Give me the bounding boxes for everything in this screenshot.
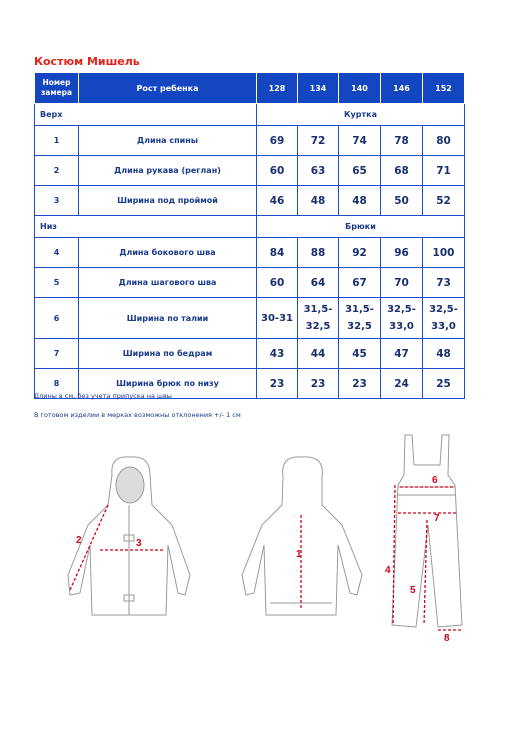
- table-row: [35, 339, 465, 369]
- measure-value: 60: [257, 268, 298, 298]
- measure-value: 92: [339, 238, 381, 268]
- measure-value: 84: [257, 238, 298, 268]
- note-tolerance: В готовом изделии в мерках возможны отклонения +/- 1 см: [34, 411, 241, 419]
- header-size: 128: [257, 73, 298, 104]
- jacket-front-drawing: [68, 457, 190, 615]
- note-units: Длины в см, без учета припуска на швы: [34, 392, 172, 400]
- measure-value: 96: [381, 238, 423, 268]
- measure-value: 32,5- 33,0: [381, 298, 423, 339]
- measure-number: 6: [35, 298, 79, 339]
- measure-value: 64: [298, 268, 339, 298]
- garment-diagram: [0, 425, 512, 665]
- measure-name: Ширина по бедрам: [79, 339, 257, 369]
- measure-marker-label: 8: [444, 633, 450, 644]
- table-row: [35, 268, 465, 298]
- measure-value: 70: [381, 268, 423, 298]
- measure-value: 25: [423, 369, 465, 399]
- measure-value: 45: [339, 339, 381, 369]
- measure-value: 50: [381, 186, 423, 216]
- measure-value: 52: [423, 186, 465, 216]
- measure-value: 43: [257, 339, 298, 369]
- measure-marker-label: 5: [410, 585, 416, 596]
- garment-label: Брюки: [257, 216, 465, 238]
- header-measure-number: Номер замера: [35, 73, 79, 104]
- measure-value: 31,5- 32,5: [339, 298, 381, 339]
- measure-value: 100: [423, 238, 465, 268]
- table-header-row: [35, 73, 465, 104]
- table-row: [35, 156, 465, 186]
- measure-name: Ширина под проймой: [79, 186, 257, 216]
- measure-name: Длина рукава (реглан): [79, 156, 257, 186]
- table-row: [35, 186, 465, 216]
- header-size: 146: [381, 73, 423, 104]
- measure-value: 60: [257, 156, 298, 186]
- measure-value: 65: [339, 156, 381, 186]
- garment-label: Куртка: [257, 104, 465, 126]
- measure-name: Длина бокового шва: [79, 238, 257, 268]
- measure-value: 32,5- 33,0: [423, 298, 465, 339]
- measure-value: 48: [423, 339, 465, 369]
- measure-marker-label: 1: [296, 549, 302, 560]
- measure-value: 78: [381, 126, 423, 156]
- measure-value: 44: [298, 339, 339, 369]
- header-size: 134: [298, 73, 339, 104]
- size-table: [34, 72, 465, 399]
- measure-number: 5: [35, 268, 79, 298]
- measure-value: 72: [298, 126, 339, 156]
- measure-value: 48: [298, 186, 339, 216]
- table-row: [35, 298, 465, 339]
- measure-value: 71: [423, 156, 465, 186]
- measure-name: Ширина брюк по низу: [79, 369, 257, 399]
- measure-value: 23: [298, 369, 339, 399]
- measure-value: 69: [257, 126, 298, 156]
- measure-value: 48: [339, 186, 381, 216]
- measure-marker-label: 4: [385, 565, 391, 576]
- measure-value: 63: [298, 156, 339, 186]
- measure-value: 73: [423, 268, 465, 298]
- measure-marker-label: 6: [432, 475, 438, 486]
- jacket-back-drawing: [242, 457, 362, 615]
- section-label: Низ: [35, 216, 257, 238]
- measure-number: 4: [35, 238, 79, 268]
- measure-value: 23: [257, 369, 298, 399]
- measure-value: 80: [423, 126, 465, 156]
- measure-number: 7: [35, 339, 79, 369]
- measure-value: 74: [339, 126, 381, 156]
- measure-name: Ширина по талии: [79, 298, 257, 339]
- measure-number: 8: [35, 369, 79, 399]
- measure-marker-label: 2: [76, 535, 82, 546]
- measure-value: 31,5- 32,5: [298, 298, 339, 339]
- measure-value: 24: [381, 369, 423, 399]
- measure-value: 67: [339, 268, 381, 298]
- measure-name: Длина шагового шва: [79, 268, 257, 298]
- measure-number: 1: [35, 126, 79, 156]
- measure-value: 47: [381, 339, 423, 369]
- product-title: Костюм Мишель: [34, 55, 140, 68]
- table-row: [35, 126, 465, 156]
- measure-value: 68: [381, 156, 423, 186]
- section-label: Верх: [35, 104, 257, 126]
- measure-value: 30-31: [257, 298, 298, 339]
- header-size: 152: [423, 73, 465, 104]
- measure-number: 3: [35, 186, 79, 216]
- header-child-height: Рост ребенка: [79, 73, 257, 104]
- measure-value: 23: [339, 369, 381, 399]
- measure-name: Длина спины: [79, 126, 257, 156]
- measure-value: 46: [257, 186, 298, 216]
- measure-marker-label: 7: [434, 513, 440, 524]
- section-row: [35, 216, 465, 238]
- measure-marker-label: 3: [136, 538, 142, 549]
- table-row: [35, 238, 465, 268]
- measure-value: 88: [298, 238, 339, 268]
- section-row: [35, 104, 465, 126]
- measure-number: 2: [35, 156, 79, 186]
- header-size: 140: [339, 73, 381, 104]
